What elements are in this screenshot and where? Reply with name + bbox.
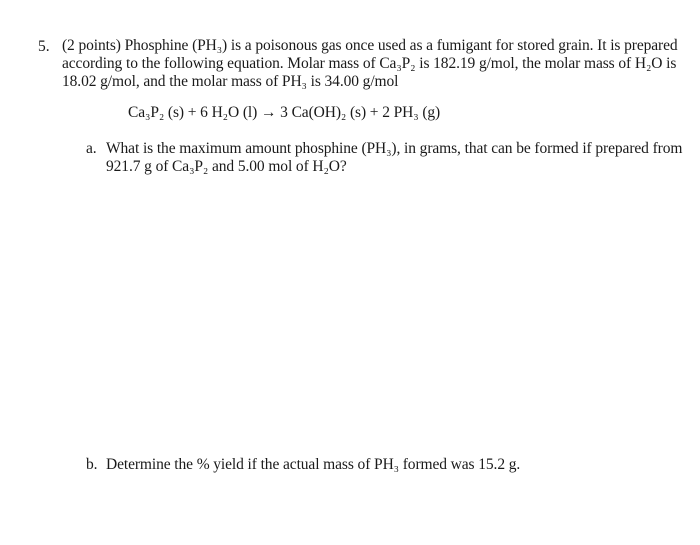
part-a-line: What is the maximum amount phosphine (PH₃), in grams, that can be formed if prepared from bbox=[106, 140, 683, 157]
part-b-line: Determine the % yield if the actual mass of PH₃ formed was 15.2 g. bbox=[106, 456, 521, 473]
part-a-label: a. bbox=[86, 140, 97, 157]
question-number: 5. bbox=[38, 38, 50, 55]
part-b-text bbox=[106, 456, 520, 474]
part-a-line: 921.7 g of Ca₃P₂ and 5.00 mol of H₂O? bbox=[106, 158, 347, 175]
part-a-text bbox=[106, 140, 682, 176]
question-text bbox=[62, 37, 688, 91]
chemical-equation: Ca₃P₂ (s) + 6 H₂O (l) → 3 Ca(OH)₂ (s) + 2 PH₃ (g) bbox=[128, 104, 441, 121]
question-line: 18.02 g/mol, and the molar mass of PH₃ is 34.00 g/mol bbox=[62, 73, 399, 90]
question-line: according to the following equation. Molar mass of Ca₃P₂ is 182.19 g/mol, the molar mass of H₂O is bbox=[62, 55, 677, 72]
question-line: (2 points) Phosphine (PH₃) is a poisonous gas once used as a fumigant for stored grain. It is prepared bbox=[62, 37, 678, 54]
part-b-label: b. bbox=[86, 456, 98, 473]
